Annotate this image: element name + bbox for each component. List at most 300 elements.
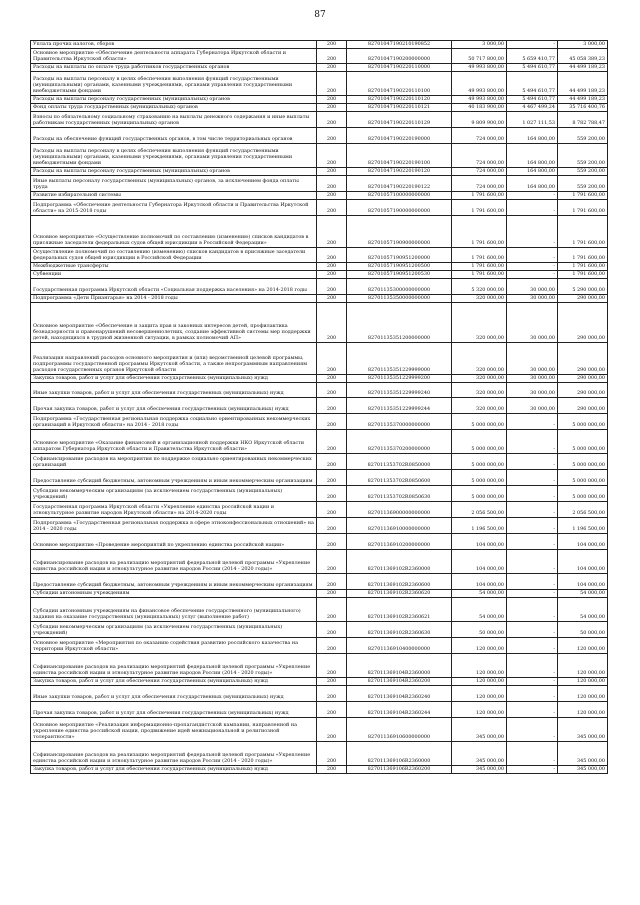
row-approved-amount: 54 000,00 [452, 598, 507, 622]
row-name: Субсидии некоммерческим организациям (за исключением государственных (муниципальных) учреждений) [31, 486, 317, 502]
row-executed-amount: 30 000,00 [507, 383, 558, 398]
row-approved-amount: 50 000,00 [452, 622, 507, 638]
row-name: Предоставление субсидий бюджетным, автономным учреждениям и иным некоммерческим организациям [31, 574, 317, 590]
row-executed-amount: 1 027 111,53 [507, 112, 558, 128]
row-admin-code: 200 [317, 598, 347, 622]
row-name: Подпрограмма «Дети Приангарья» на 2014 - 2018 годы [31, 295, 317, 303]
row-classification-code: 82701057100000000000 [347, 192, 452, 200]
row-executed-amount: - [507, 686, 558, 702]
row-remaining-amount: 54 000,00 [558, 590, 608, 598]
row-remaining-amount: 120 000,00 [558, 686, 608, 702]
row-classification-code: 827011369104R2360200 [347, 678, 452, 686]
row-executed-amount: - [507, 192, 558, 200]
row-name: Расходы на выплаты персоналу в целях обеспечения выполнения функций государственными (муниципальными) органами, казенными учреждениями, органами управления государственными внебюджетными фондами [31, 144, 317, 168]
row-executed-amount: - [507, 414, 558, 430]
table-row [31, 168, 608, 176]
row-admin-code: 200 [317, 271, 347, 279]
row-classification-code: 827011369104R2360000 [347, 654, 452, 678]
row-admin-code: 200 [317, 550, 347, 574]
row-admin-code: 200 [317, 112, 347, 128]
row-classification-code: 82701135351229999000 [347, 343, 452, 375]
row-executed-amount: - [507, 638, 558, 654]
row-admin-code: 200 [317, 702, 347, 718]
row-admin-code: 200 [317, 398, 347, 414]
row-approved-amount: 1 791 600,00 [452, 271, 507, 279]
row-approved-amount: 1 791 600,00 [452, 216, 507, 248]
table-row [31, 279, 608, 295]
table-row [31, 454, 608, 470]
row-admin-code: 200 [317, 766, 347, 774]
row-classification-code: 82701047190220190000 [347, 128, 452, 144]
row-executed-amount: 30 000,00 [507, 375, 558, 383]
row-remaining-amount: 5 000 000,00 [558, 486, 608, 502]
row-approved-amount: 49 993 800,00 [452, 64, 507, 72]
row-approved-amount: 320 000,00 [452, 383, 507, 398]
row-classification-code: 827011353702R0850600 [347, 470, 452, 486]
row-remaining-amount: 290 000,00 [558, 295, 608, 303]
row-executed-amount: - [507, 766, 558, 774]
row-name: Развитие избирательной системы [31, 192, 317, 200]
row-approved-amount: 49 993 800,00 [452, 96, 507, 104]
row-executed-amount: - [507, 271, 558, 279]
row-admin-code: 200 [317, 718, 347, 742]
table-row [31, 112, 608, 128]
row-remaining-amount: 120 000,00 [558, 638, 608, 654]
row-executed-amount: - [507, 41, 558, 49]
table-row [31, 383, 608, 398]
row-executed-amount: 5 494 610,77 [507, 72, 558, 96]
row-approved-amount: 5 000 000,00 [452, 486, 507, 502]
table-row [31, 766, 608, 774]
row-approved-amount: 5 000 000,00 [452, 414, 507, 430]
row-executed-amount: - [507, 598, 558, 622]
row-executed-amount: - [507, 718, 558, 742]
row-name: Софинансирование расходов на реализацию мероприятий федеральной целевой программы «Укрепление единства российской нации и этнокультурное развитие народов России (2014 - 2020 годы)» [31, 654, 317, 678]
row-executed-amount: - [507, 678, 558, 686]
row-classification-code: 827011369102R2360621 [347, 598, 452, 622]
row-name: Подпрограмма «Обеспечение деятельности Губернатора Иркутской области и Правительства Иркутской области» на 2015-2018 годы [31, 200, 317, 216]
row-admin-code: 200 [317, 742, 347, 766]
row-approved-amount: 345 000,00 [452, 766, 507, 774]
row-executed-amount: - [507, 518, 558, 534]
row-classification-code: 82701136910000000000 [347, 518, 452, 534]
table-row [31, 518, 608, 534]
row-remaining-amount: 1 791 600,00 [558, 248, 608, 263]
row-admin-code: 200 [317, 574, 347, 590]
row-executed-amount: 30 000,00 [507, 398, 558, 414]
row-admin-code: 200 [317, 470, 347, 486]
row-admin-code: 200 [317, 534, 347, 550]
row-executed-amount: - [507, 470, 558, 486]
row-admin-code: 200 [317, 64, 347, 72]
row-classification-code: 82701057190000000000 [347, 200, 452, 216]
row-name: Основное мероприятие «Проведение мероприятий по укреплению единства российской нации» [31, 534, 317, 550]
row-name: Расходы на обеспечение функций государственных органов, в том числе территориальных органов [31, 128, 317, 144]
row-name: Основное мероприятие «Осуществление полномочий по составлению (изменению) списков кандидатов в присяжные заседатели федеральных судов общей юрисдикции в Российской Федерации» [31, 216, 317, 248]
row-classification-code: 82701135351229999244 [347, 398, 452, 414]
table-row [31, 718, 608, 742]
row-admin-code: 200 [317, 200, 347, 216]
table-row [31, 742, 608, 766]
row-name: Закупка товаров, работ и услуг для обеспечения государственных (муниципальных) нужд [31, 375, 317, 383]
row-executed-amount: 30 000,00 [507, 343, 558, 375]
row-approved-amount: 320 000,00 [452, 303, 507, 343]
row-name: Расходы на выплаты персоналу государственных (муниципальных) органов [31, 168, 317, 176]
row-admin-code: 200 [317, 678, 347, 686]
row-remaining-amount: 559 200,00 [558, 176, 608, 192]
row-approved-amount: 40 183 900,00 [452, 104, 507, 112]
row-remaining-amount: 54 000,00 [558, 598, 608, 622]
row-executed-amount: 164 800,00 [507, 128, 558, 144]
row-admin-code: 200 [317, 295, 347, 303]
row-admin-code: 200 [317, 72, 347, 96]
row-approved-amount: 9 809 900,00 [452, 112, 507, 128]
row-name: Закупка товаров, работ и услуг для обеспечения государственных (муниципальных) нужд [31, 766, 317, 774]
row-remaining-amount: 104 000,00 [558, 574, 608, 590]
row-executed-amount: 5 494 610,77 [507, 64, 558, 72]
row-approved-amount: 5 000 000,00 [452, 454, 507, 470]
row-classification-code: 82701135351200000000 [347, 303, 452, 343]
row-classification-code: 82701047190220110121 [347, 104, 452, 112]
table-row [31, 343, 608, 375]
row-remaining-amount: 1 791 600,00 [558, 216, 608, 248]
row-remaining-amount: 35 716 400,76 [558, 104, 608, 112]
table-row [31, 398, 608, 414]
table-row [31, 303, 608, 343]
row-remaining-amount: 45 058 389,23 [558, 49, 608, 64]
row-remaining-amount: 290 000,00 [558, 398, 608, 414]
table-row [31, 430, 608, 454]
row-approved-amount: 104 000,00 [452, 534, 507, 550]
row-name: Взносы по обязательному социальному страхованию на выплаты денежного содержания и иные выплаты работникам государственных (муниципальных) органов [31, 112, 317, 128]
row-executed-amount: - [507, 534, 558, 550]
row-admin-code: 200 [317, 192, 347, 200]
row-approved-amount: 54 000,00 [452, 590, 507, 598]
row-remaining-amount: 5 000 000,00 [558, 430, 608, 454]
table-row [31, 375, 608, 383]
row-executed-amount: 5 659 410,77 [507, 49, 558, 64]
row-approved-amount: 320 000,00 [452, 295, 507, 303]
row-name: Расходы на выплаты персоналу в целях обеспечения выполнения функций государственными (муниципальными) органами, казенными учреждениями, органами управления государственными внебюджетными фондами [31, 72, 317, 96]
row-approved-amount: 3 000,00 [452, 41, 507, 49]
row-approved-amount: 724 000,00 [452, 176, 507, 192]
row-approved-amount: 320 000,00 [452, 398, 507, 414]
row-admin-code: 200 [317, 622, 347, 638]
row-classification-code: 827011369104R2360244 [347, 702, 452, 718]
row-admin-code: 200 [317, 303, 347, 343]
row-executed-amount: 4 467 499,24 [507, 104, 558, 112]
row-name: Уплата прочих налогов, сборов [31, 41, 317, 49]
row-approved-amount: 104 000,00 [452, 550, 507, 574]
row-executed-amount: - [507, 590, 558, 598]
row-admin-code: 200 [317, 279, 347, 295]
row-approved-amount: 724 000,00 [452, 168, 507, 176]
table-row [31, 638, 608, 654]
row-admin-code: 200 [317, 638, 347, 654]
row-classification-code: 82701047190220190100 [347, 144, 452, 168]
row-approved-amount: 1 791 600,00 [452, 200, 507, 216]
table-row [31, 72, 608, 96]
row-admin-code: 200 [317, 176, 347, 192]
table-row [31, 654, 608, 678]
row-name: Прочая закупка товаров, работ и услуг для обеспечения государственных (муниципальных) нужд [31, 702, 317, 718]
table-row [31, 534, 608, 550]
table-row [31, 144, 608, 168]
row-remaining-amount: 44 499 189,23 [558, 64, 608, 72]
page-number: 87 [314, 10, 326, 20]
row-classification-code: 82701135370200000000 [347, 430, 452, 454]
row-classification-code: 82701136910600000000 [347, 718, 452, 742]
row-name: Софинансирование расходов на реализацию мероприятий федеральной целевой программы «Укрепление единства российской нации и этнокультурное развитие народов России (2014 - 2020 годы)» [31, 550, 317, 574]
row-name: Фонд оплаты труда государственных (муниципальных) органов [31, 104, 317, 112]
table-row [31, 271, 608, 279]
row-approved-amount: 1 791 600,00 [452, 248, 507, 263]
row-classification-code: 82701057190900000000 [347, 216, 452, 248]
row-name: Расходы на выплаты по оплате труда работников государственных органов [31, 64, 317, 72]
row-executed-amount: - [507, 430, 558, 454]
table-row [31, 502, 608, 518]
row-classification-code: 827011353702R0850630 [347, 486, 452, 502]
row-executed-amount: - [507, 263, 558, 271]
row-name: Реализация направлений расходов основного мероприятия и (или) ведомственной целевой программы, подпрограммы государственной программы Иркутской области, а также непрограммным направлениям расходов государственных органов Иркутской области [31, 343, 317, 375]
row-executed-amount: 5 494 610,77 [507, 96, 558, 104]
row-remaining-amount: 345 000,00 [558, 742, 608, 766]
row-classification-code: 82701135350000000000 [347, 295, 452, 303]
row-approved-amount: 1 791 600,00 [452, 192, 507, 200]
row-approved-amount: 1 791 600,00 [452, 263, 507, 271]
row-admin-code: 200 [317, 454, 347, 470]
row-remaining-amount: 44 499 189,23 [558, 96, 608, 104]
row-admin-code: 200 [317, 41, 347, 49]
row-classification-code: 82701136900000000000 [347, 502, 452, 518]
table-row [31, 96, 608, 104]
row-name: Межбюджетные трансферты [31, 263, 317, 271]
table-row [31, 598, 608, 622]
row-classification-code: 82701047190220110000 [347, 64, 452, 72]
row-name: Основное мероприятие «Обеспечение деятельности аппарата Губернатора Иркутской области и Правительства Иркутской области» [31, 49, 317, 64]
row-classification-code: 827011369106R2360200 [347, 766, 452, 774]
row-classification-code: 82701057190951200500 [347, 263, 452, 271]
row-remaining-amount: 345 000,00 [558, 766, 608, 774]
row-name: Предоставление субсидий бюджетным, автономным учреждениям и иным некоммерческим организациям [31, 470, 317, 486]
row-remaining-amount: 290 000,00 [558, 375, 608, 383]
row-classification-code: 82701135300000000000 [347, 279, 452, 295]
table-row [31, 622, 608, 638]
row-remaining-amount: 1 791 600,00 [558, 200, 608, 216]
row-classification-code: 82701135351229999200 [347, 375, 452, 383]
row-classification-code: 82701047190220110100 [347, 72, 452, 96]
row-name: Субсидии автономным учреждениям на финансовое обеспечение государственного (муниципального) задания на оказание государственных (муниципальных) услуг (выполнение работ) [31, 598, 317, 622]
table-row [31, 470, 608, 486]
row-classification-code: 82701047190220110120 [347, 96, 452, 104]
row-admin-code: 200 [317, 248, 347, 263]
row-name: Субсидии некоммерческим организациям (за исключением государственных (муниципальных) учреждений) [31, 622, 317, 638]
row-name: Осуществление полномочий по составлению (изменению) списков кандидатов в присяжные заседатели федеральных судов общей юрисдикции в Российской Федерации [31, 248, 317, 263]
row-admin-code: 200 [317, 686, 347, 702]
row-approved-amount: 120 000,00 [452, 702, 507, 718]
row-approved-amount: 345 000,00 [452, 718, 507, 742]
row-admin-code: 200 [317, 49, 347, 64]
row-remaining-amount: 3 000,00 [558, 41, 608, 49]
row-name: Государственная программа Иркутской области «Укрепление единства российской нации и этнокультурное развитие народов Иркутской области» на 2014-2020 годы [31, 502, 317, 518]
table-row [31, 176, 608, 192]
row-approved-amount: 5 000 000,00 [452, 470, 507, 486]
table-row [31, 41, 608, 49]
table-row [31, 263, 608, 271]
row-classification-code: 82701047190210190852 [347, 41, 452, 49]
row-approved-amount: 724 000,00 [452, 144, 507, 168]
row-classification-code: 82701047190220110129 [347, 112, 452, 128]
row-executed-amount: 30 000,00 [507, 295, 558, 303]
row-admin-code: 200 [317, 414, 347, 430]
table-row [31, 216, 608, 248]
row-admin-code: 200 [317, 430, 347, 454]
row-remaining-amount: 44 499 189,23 [558, 72, 608, 96]
row-name: Субсидии автономным учреждениям [31, 590, 317, 598]
row-admin-code: 200 [317, 104, 347, 112]
row-classification-code: 827011369106R2360000 [347, 742, 452, 766]
row-executed-amount: 164 800,00 [507, 168, 558, 176]
table-row [31, 64, 608, 72]
row-approved-amount: 320 000,00 [452, 375, 507, 383]
row-approved-amount: 50 717 800,00 [452, 49, 507, 64]
row-admin-code: 200 [317, 96, 347, 104]
row-name: Основное мероприятие «Мероприятия по оказанию содействия развитию российского казачества на территории Иркутской области» [31, 638, 317, 654]
row-admin-code: 200 [317, 128, 347, 144]
row-name: Государственная программа Иркутской области «Социальная поддержка населения» на 2014-2018 годы [31, 279, 317, 295]
table-row [31, 128, 608, 144]
table-row [31, 200, 608, 216]
row-executed-amount: - [507, 200, 558, 216]
row-admin-code: 200 [317, 144, 347, 168]
row-classification-code: 82701136910400000000 [347, 638, 452, 654]
row-remaining-amount: 104 000,00 [558, 550, 608, 574]
row-approved-amount: 104 000,00 [452, 574, 507, 590]
row-remaining-amount: 290 000,00 [558, 303, 608, 343]
row-classification-code: 827011369102R2360000 [347, 550, 452, 574]
row-admin-code: 200 [317, 263, 347, 271]
row-approved-amount: 120 000,00 [452, 654, 507, 678]
row-name: Закупка товаров, работ и услуг для обеспечения государственных (муниципальных) нужд [31, 678, 317, 686]
row-remaining-amount: 120 000,00 [558, 654, 608, 678]
table-row [31, 550, 608, 574]
row-remaining-amount: 290 000,00 [558, 343, 608, 375]
row-name: Софинансирование расходов на реализацию мероприятий федеральной целевой программы «Укрепление единства российской нации и этнокультурное развитие народов России (2014 - 2020 годы)» [31, 742, 317, 766]
table-row [31, 702, 608, 718]
row-name: Субвенции [31, 271, 317, 279]
table-row [31, 590, 608, 598]
row-remaining-amount: 1 791 600,00 [558, 192, 608, 200]
row-classification-code: 82701135370000000000 [347, 414, 452, 430]
row-classification-code: 827011353702R0850000 [347, 454, 452, 470]
row-admin-code: 200 [317, 216, 347, 248]
table-row [31, 49, 608, 64]
row-admin-code: 200 [317, 486, 347, 502]
row-remaining-amount: 1 791 600,00 [558, 271, 608, 279]
row-approved-amount: 120 000,00 [452, 678, 507, 686]
row-admin-code: 200 [317, 343, 347, 375]
row-classification-code: 82701047190220190122 [347, 176, 452, 192]
row-name: Основное мероприятие «Реализация информационно-пропагандистской кампании, направленной на укрепление единства российской нации, продвижение идей межнациональной и религиозной толерантности» [31, 718, 317, 742]
row-remaining-amount: 104 000,00 [558, 534, 608, 550]
row-remaining-amount: 5 000 000,00 [558, 414, 608, 430]
row-remaining-amount: 2 056 500,00 [558, 502, 608, 518]
row-remaining-amount: 8 782 788,47 [558, 112, 608, 128]
row-executed-amount: 30 000,00 [507, 279, 558, 295]
row-approved-amount: 345 000,00 [452, 742, 507, 766]
table-row [31, 104, 608, 112]
row-classification-code: 82701135351229999240 [347, 383, 452, 398]
table-row [31, 686, 608, 702]
row-approved-amount: 5 000 000,00 [452, 430, 507, 454]
row-approved-amount: 5 320 000,00 [452, 279, 507, 295]
row-classification-code: 82701047190220190120 [347, 168, 452, 176]
row-remaining-amount: 559 200,00 [558, 144, 608, 168]
row-approved-amount: 724 000,00 [452, 128, 507, 144]
row-remaining-amount: 1 196 500,00 [558, 518, 608, 534]
row-name: Подпрограмма «Государственная региональная поддержка в сфере этноконфессиональных отношений» на 2014 - 2020 годы [31, 518, 317, 534]
row-name: Расходы на выплаты персоналу государственных (муниципальных) органов [31, 96, 317, 104]
row-admin-code: 200 [317, 518, 347, 534]
row-remaining-amount: 1 791 600,00 [558, 263, 608, 271]
row-executed-amount: - [507, 502, 558, 518]
row-classification-code: 827011369102R2360620 [347, 590, 452, 598]
row-name: Прочая закупка товаров, работ и услуг для обеспечения государственных (муниципальных) нужд [31, 398, 317, 414]
row-approved-amount: 120 000,00 [452, 638, 507, 654]
row-executed-amount: - [507, 622, 558, 638]
table-row [31, 414, 608, 430]
row-classification-code: 82701136910200000000 [347, 534, 452, 550]
row-classification-code: 827011369104R2360240 [347, 686, 452, 702]
row-remaining-amount: 120 000,00 [558, 702, 608, 718]
row-executed-amount: - [507, 654, 558, 678]
row-remaining-amount: 5 290 000,00 [558, 279, 608, 295]
row-executed-amount: - [507, 248, 558, 263]
row-name: Основное мероприятие «Оказание финансовой и организационной поддержки НКО Иркутской области аппаратом Губернатора Иркутской области и Правительства Иркутской области» [31, 430, 317, 454]
table-row [31, 192, 608, 200]
row-admin-code: 200 [317, 168, 347, 176]
row-admin-code: 200 [317, 375, 347, 383]
row-admin-code: 200 [317, 654, 347, 678]
row-executed-amount: - [507, 742, 558, 766]
table-row [31, 678, 608, 686]
row-classification-code: 827011369102R2360630 [347, 622, 452, 638]
row-executed-amount: - [507, 702, 558, 718]
row-executed-amount: 30 000,00 [507, 303, 558, 343]
row-admin-code: 200 [317, 383, 347, 398]
row-approved-amount: 120 000,00 [452, 686, 507, 702]
row-executed-amount: - [507, 550, 558, 574]
row-remaining-amount: 120 000,00 [558, 678, 608, 686]
row-remaining-amount: 290 000,00 [558, 383, 608, 398]
table-row [31, 248, 608, 263]
row-name: Софинансирование расходов на мероприятия по поддержке социально ориентированных некоммерческих организаций [31, 454, 317, 470]
row-remaining-amount: 559 200,00 [558, 168, 608, 176]
row-executed-amount: 164 800,00 [507, 144, 558, 168]
row-name: Иные выплаты персоналу государственных (муниципальных) органов, за исключением фонда оплаты труда [31, 176, 317, 192]
row-admin-code: 200 [317, 590, 347, 598]
row-remaining-amount: 5 000 000,00 [558, 454, 608, 470]
row-approved-amount: 2 056 500,00 [452, 502, 507, 518]
row-executed-amount: - [507, 216, 558, 248]
budget-table [30, 40, 608, 774]
row-classification-code: 82701057190951200530 [347, 271, 452, 279]
row-classification-code: 82701057190951200000 [347, 248, 452, 263]
row-name: Иные закупки товаров, работ и услуг для обеспечения государственных (муниципальных) нужд [31, 686, 317, 702]
table-row [31, 574, 608, 590]
table-row [31, 295, 608, 303]
row-remaining-amount: 5 000 000,00 [558, 470, 608, 486]
